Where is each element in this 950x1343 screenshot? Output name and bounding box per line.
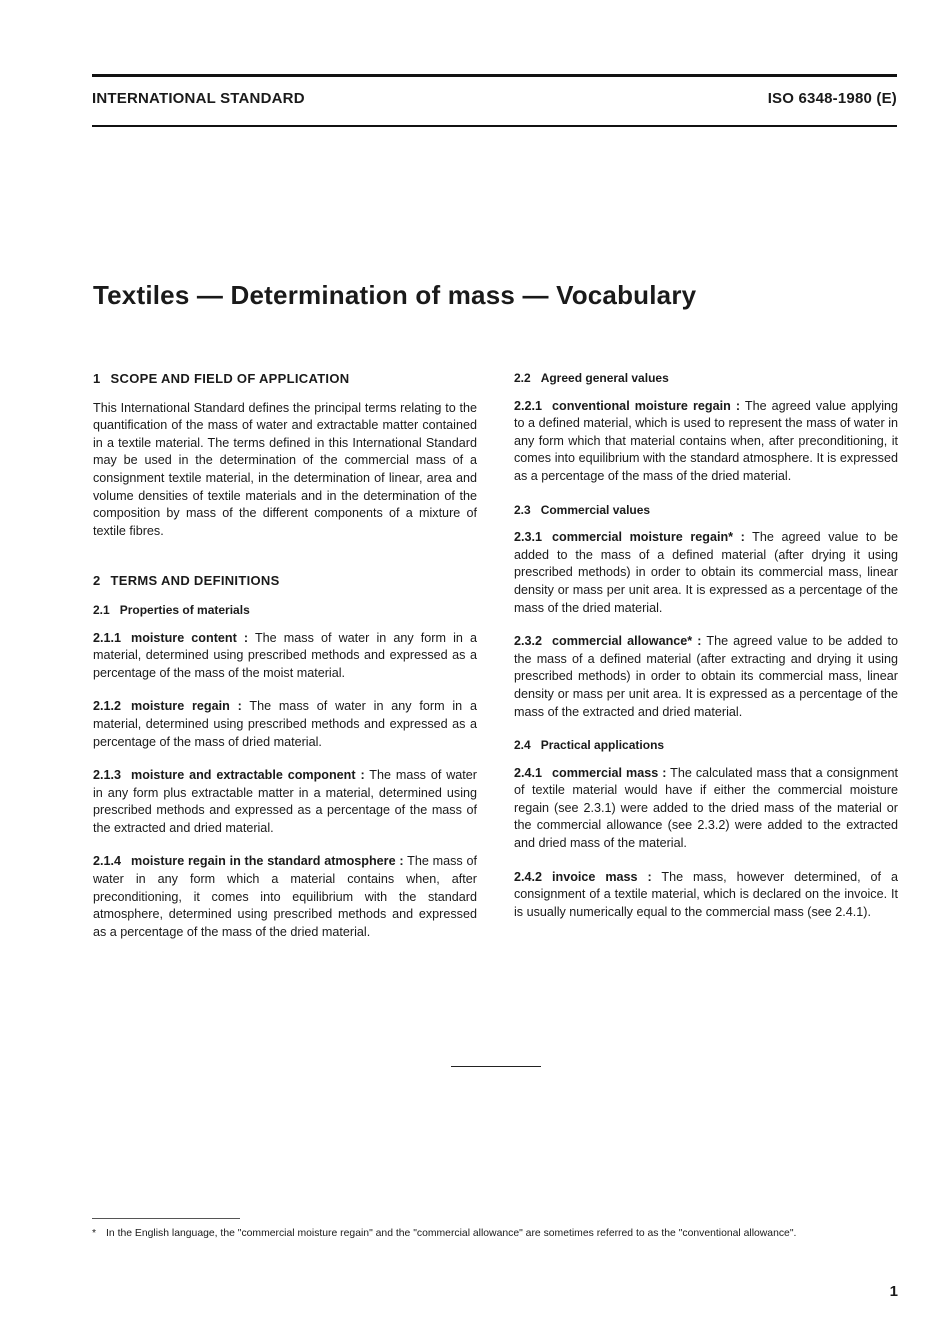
subsection-2-1-heading [93,602,477,620]
definition-2-1-1 [93,630,477,683]
definition-text: The calculated mass that a consignment of textile material would have if either the commercial moisture regain (see 2.3.1) were added to the dried mass of the material or the commercial allowance (see 2.3.2) were added to the extracted and dried mass of the material. [514,765,898,851]
definition-number: 2.1.4 [93,854,122,869]
subsection-title: Commercial values [540,502,651,517]
section-title: SCOPE AND FIELD OF APPLICATION [110,371,350,386]
definition-term: commercial allowance* : [552,634,702,649]
definition-2-1-3 [93,767,477,837]
definition-text: The mass of water in any form in a material, determined using prescribed methods and expressed as a percentage of the mass of dried material. [93,699,477,749]
standard-reference: ISO 6348-1980 (E) [767,90,897,107]
definition-2-4-1 [514,765,898,853]
definition-text: The mass of water in any form plus extractable matter in a material, determined using prescribed methods and expressed as a percentage of the mass of the extracted and dried material. [93,768,477,835]
end-of-text-rule [451,1066,541,1067]
subsection-2-4-heading [514,737,898,755]
footnote [92,1227,897,1241]
definition-number: 2.2.1 [514,398,543,413]
definition-number: 2.3.1 [514,530,543,545]
definition-number: 2.1.2 [93,699,122,714]
definition-text: The mass of water in any form which a material contains when, after preconditioning, it comes into equilibrium with the standard atmosphere, determined using prescribed methods and expressed as a percentage of the mass of the dried material. [93,854,477,939]
header-bottom-rule [92,125,897,127]
definition-term: commercial moisture regain* : [552,530,745,545]
definition-term: moisture content : [131,630,249,645]
definition-2-3-2 [514,633,898,721]
subsection-number: 2.3 [514,502,531,517]
definition-number: 2.1.3 [93,768,122,783]
definition-number: 2.1.1 [93,630,122,645]
definition-term: moisture and extractable component : [131,768,365,783]
definition-2-3-1 [514,529,898,617]
definition-2-4-2 [514,869,898,922]
definition-2-2-1 [514,398,898,486]
subsection-number: 2.4 [514,738,531,753]
definition-text: The mass of water in any form in a material, determined using prescribed methods and expressed as a percentage of the mass of the moist material. [93,630,477,680]
definition-term: conventional moisture regain : [552,398,741,413]
footnote-mark: * [92,1228,97,1239]
definition-text: The agreed value to be added to the mass of a defined material (after extracting and drying it using prescribed methods) in order to obtain its commercial mass, linear density or mass per unit area. It is expressed as a percentage of the mass of the extracted and dried material. [514,634,898,719]
footnote-separator [92,1218,240,1219]
subsection-title: Agreed general values [540,371,669,385]
left-column [93,370,477,957]
page-number: 1 [889,1283,898,1300]
definition-term: invoice mass : [552,869,652,884]
definition-text: The agreed value to be added to the mass of a defined material (after drying it using prescribed methods) in order to obtain its commercial mass, linear density or mass per unit area. It is expressed as a percentage of the mass of the dried material. [514,530,898,615]
right-column [514,370,898,937]
definition-text: The mass, however determined, of a consignment of a textile material, which is declared on the invoice. It is usually numerically equal to the commercial mass (see 2.4.1). [514,869,898,919]
definition-number: 2.3.2 [514,634,543,649]
section-title: TERMS AND DEFINITIONS [110,573,280,589]
definition-2-1-4 [93,853,477,941]
definition-term: moisture regain in the standard atmosphere : [131,854,404,869]
standard-type-label: INTERNATIONAL STANDARD [92,90,305,107]
subsection-title: Practical applications [540,738,665,753]
footnote-text: In the English language, the "commercial moisture regain" and the "commercial allowance" are sometimes referred to as the "conventional allowance". [106,1228,797,1239]
subsection-2-2-heading [514,370,898,388]
subsection-number: 2.2 [514,371,531,385]
section-1-heading [93,370,477,388]
subsection-number: 2.1 [93,602,110,617]
definition-term: moisture regain : [131,699,242,714]
section-number: 1 [93,371,101,386]
subsection-title: Properties of materials [119,602,250,617]
definition-text: The agreed value applying to a defined material, which is used to represent the mass of water in any form which that material contains when, after preconditioning, it comes into equilibrium with the standard atmosphere. It is expressed as a percentage of the mass of the dried material. [514,398,899,483]
definition-2-1-2 [93,698,477,751]
subsection-2-3-heading [514,502,898,520]
document-title: Textiles — Determination of mass — Vocabulary [93,280,697,310]
definition-term: commercial mass : [552,765,667,780]
definition-number: 2.4.1 [514,765,543,780]
section-2-heading [93,572,477,590]
section-1-text: This International Standard defines the principal terms relating to the quantification of the mass of water and extractable matter contained in a textile material. The terms defined in this International Standard may be used in the determination of the commercial mass of a consignment textile material, in the determination of linear, area and volume densities of textile materials and in the determination of the composition by mass of the different components of a mixture of textile fibres. [93,400,477,538]
header-top-rule [92,74,897,77]
definition-number: 2.4.2 [514,869,543,884]
section-number: 2 [93,573,101,589]
